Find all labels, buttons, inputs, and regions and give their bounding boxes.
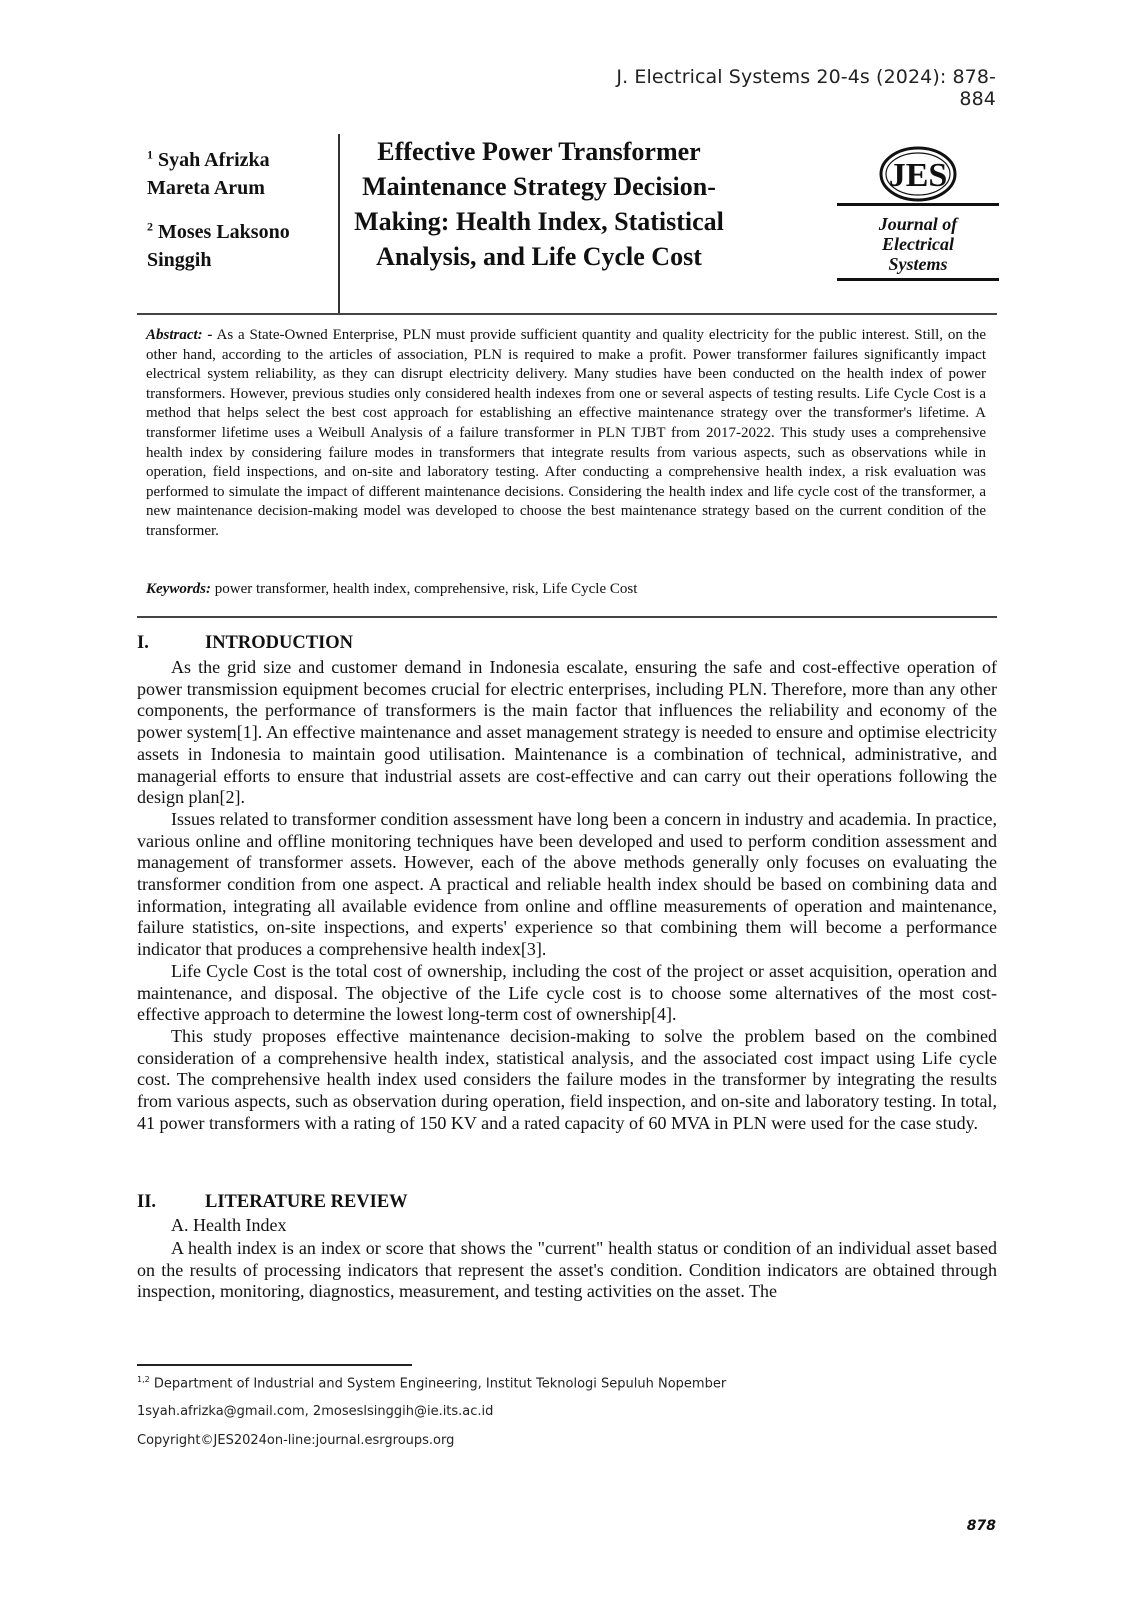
author-1	[147, 146, 332, 202]
paper-title: Effective Power Transformer Maintenance Strategy Decision-Making: Health Index, Statistical Analysis, and Life Cycle Cost	[354, 137, 724, 271]
abstract-text: As a State-Owned Enterprise, PLN must provide sufficient quantity and quality electricity for the public interest. Still, on the other hand, according to the articles of association, PLN is required to make a profit. Power transformer failures significantly impact electrical system reliability, as they can disrupt electricity delivery. Many studies have been conducted on the health index of power transformers. However, previous studies only considered health indexes from one or several aspects of testing results. Life Cycle Cost is a method that helps select the best cost approach for establishing an effective maintenance strategy over the transformer's lifetime. A transformer lifetime uses a Weibull Analysis of a failure transformer in PLN TJBT from 2017-2022. This study uses a comprehensive health index by considering failure modes in transformers that integrate results from various aspects, such as observations while in operation, field inspections, and on-site and laboratory testing. After conducting a comprehensive health index, a risk evaluation was performed to simulate the impact of different maintenance decisions. Considering the health index and life cycle cost of the transformer, a new maintenance decision-making model was developed to choose the best maintenance strategy based on the current condition of the transformer.	[146, 327, 986, 539]
footnote-sup: 1,2	[137, 1375, 150, 1384]
section-title: INTRODUCTION	[205, 633, 354, 653]
footnote-rule	[137, 1364, 412, 1366]
author-1-sup: 1	[147, 147, 153, 162]
running-head: J. Electrical Systems 20-4s (2024): 878-884	[616, 66, 996, 110]
journal-logo	[837, 142, 999, 284]
footnote-affiliation-text: Department of Industrial and System Engineering, Institut Teknologi Sepuluh Nopember	[149, 1376, 727, 1392]
page-number: 878	[966, 1518, 996, 1534]
author-2-name: Moses Laksono Singgih	[147, 221, 290, 271]
footnote-affiliation	[137, 1375, 726, 1391]
logo-line-1: Journal of	[878, 214, 958, 234]
abstract	[146, 326, 986, 542]
keywords	[146, 581, 986, 598]
paragraph: Issues related to transformer condition assessment have long been a concern in industry and academia. In practice, various online and offline monitoring techniques have been developed and used to perform condition assessment and management of transformer assets. However, each of the above methods generally only focuses on evaluating the transformer condition from one aspect. A practical and reliable health index should be based on combining data and information, integrating all available evidence from online and offline measurements of operation and maintenance, failure statistics, on-site inspections, and experts' experience so that combining them will become a performance indicator that produces a comprehensive health index[3].	[137, 808, 997, 960]
section-number: II.	[137, 1192, 157, 1212]
section-heading-literature-review	[137, 1192, 408, 1213]
section-number: I.	[137, 633, 149, 653]
literature-review-body	[137, 1238, 997, 1303]
author-2	[147, 218, 332, 274]
paragraph: Life Cycle Cost is the total cost of ownership, including the cost of the project or asset acquisition, operation and maintenance, and disposal. The objective of the Life cycle cost is to choose some alternatives of the most cost-effective approach to determine the lowest long-term cost of ownership[4].	[137, 960, 997, 1025]
paragraph: This study proposes effective maintenance decision-making to solve the problem based on the combined consideration of a comprehensive health index, statistical analysis, and the associated cost impact using Life cycle cost. The comprehensive health index used considers the failure modes in the transformer by integrating the results from various aspects, such as observation during operation, field inspection, and on-site and laboratory testing. In total, 41 power transformers with a rating of 150 KV and a rated capacity of 60 MVA in PLN were used for the case study.	[137, 1025, 997, 1133]
keywords-label: Keywords:	[146, 581, 211, 597]
abstract-rule	[137, 616, 997, 618]
footnote-copyright: Copyright©JES2024on-line:journal.esrgroups.org	[137, 1433, 455, 1448]
logo-line-3: Systems	[888, 254, 948, 274]
abstract-label: Abstract: -	[146, 327, 213, 343]
author-list	[147, 146, 332, 290]
paragraph: As the grid size and customer demand in Indonesia escalate, ensuring the safe and cost-effective operation of power transmission equipment becomes crucial for electric enterprises, including PLN. Therefore, more than any other components, the performance of transformers is the main factor that influences the reliability and economy of the power system[1]. An effective maintenance and asset management strategy is needed to ensure and optimise electricity assets in Indonesia to maintain good utilisation. Maintenance is a combination of technical, administrative, and managerial efforts to ensure that industrial assets are cost-effective and can carry out their operations following the design plan[2].	[137, 657, 997, 808]
section-heading-introduction	[137, 633, 353, 654]
logo-line-2: Electrical	[882, 234, 954, 254]
header-rule	[137, 313, 997, 315]
header-divider	[338, 134, 340, 314]
subsection-heading: A. Health Index	[171, 1215, 287, 1235]
keywords-text: power transformer, health index, comprehensive, risk, Life Cycle Cost	[211, 581, 638, 597]
title-block	[137, 134, 997, 314]
author-2-sup: 2	[147, 219, 153, 234]
paragraph: A health index is an index or score that shows the "current" health status or condition of an individual asset based on the results of processing indicators that represent the asset's condition. Condition indicators are obtained through inspection, monitoring, diagnostics, measurement, and testing activities on the asset. The	[137, 1238, 997, 1302]
logo-letters: JES	[888, 157, 948, 194]
section-title: LITERATURE REVIEW	[205, 1192, 408, 1212]
introduction-body	[137, 657, 997, 1134]
author-1-name: Syah Afrizka Mareta Arum	[147, 149, 270, 199]
footnote-emails: 1syah.afrizka@gmail.com, 2moseslsinggih@ie.its.ac.id	[137, 1404, 494, 1419]
